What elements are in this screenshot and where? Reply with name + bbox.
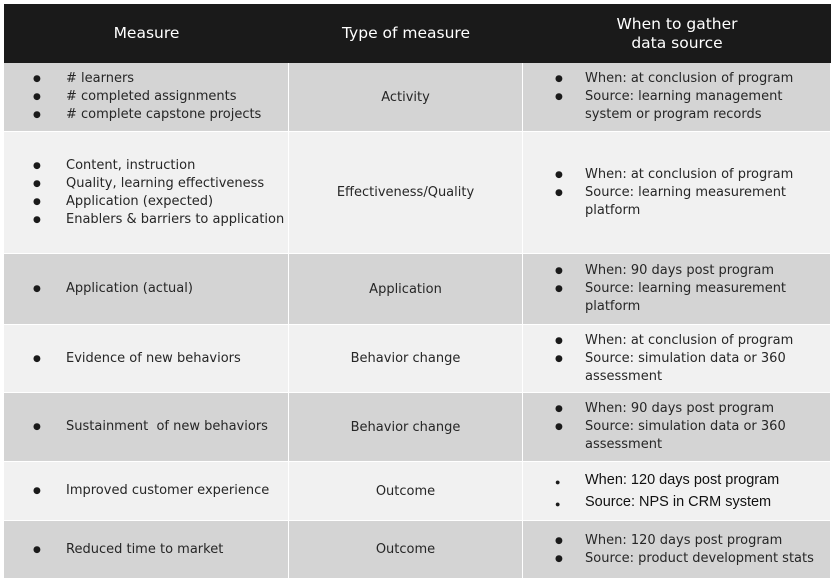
source-item: ● Source: learning measurement platform: [585, 280, 822, 316]
measure-item: ● Application (actual): [66, 280, 193, 298]
when-item: ● When: at conclusion of program: [585, 70, 822, 88]
when-item: ● When: at conclusion of program: [585, 332, 822, 350]
type-cell: Application: [289, 254, 523, 325]
source-item: ● Source: learning management system or program records: [585, 88, 822, 124]
when-item: ● When: 90 days post program: [585, 262, 822, 280]
type-cell: Outcome: [289, 521, 523, 579]
measure-cell: [4, 132, 289, 254]
header-when-to-gather: [523, 4, 831, 63]
measure-item: ● # learners: [66, 70, 261, 88]
when-cell: [523, 325, 831, 393]
type-cell: Behavior change: [289, 325, 523, 393]
measure-item: ● Evidence of new behaviors: [66, 350, 241, 368]
source-item: ● Source: learning measurement platform: [585, 184, 822, 220]
source-item: ● Source: simulation data or 360 assessment: [585, 350, 822, 386]
when-item: ● When: 120 days post program: [585, 469, 779, 491]
header-when-line1: When to gather: [616, 14, 738, 33]
when-cell: [523, 462, 831, 521]
source-item: ● Source: product development stats: [585, 550, 814, 568]
measure-item: ● Sustainment of new behaviors: [66, 418, 268, 436]
measure-cell: [4, 63, 289, 132]
measure-item: ● # complete capstone projects: [66, 106, 261, 124]
source-item: ● Source: NPS in CRM system: [585, 491, 779, 513]
when-item: ● When: at conclusion of program: [585, 166, 822, 184]
when-cell: [523, 393, 831, 462]
type-cell: Effectiveness/Quality: [289, 132, 523, 254]
type-cell: Activity: [289, 63, 523, 132]
measure-item: ● Quality, learning effectiveness: [66, 175, 284, 193]
when-cell: [523, 132, 831, 254]
when-cell: [523, 254, 831, 325]
measurement-table: [4, 4, 831, 580]
measure-cell: [4, 254, 289, 325]
measure-item: ● Application (expected): [66, 193, 284, 211]
type-cell: Outcome: [289, 462, 523, 521]
measure-cell: [4, 393, 289, 462]
measure-item: ● Enablers & barriers to application: [66, 211, 284, 229]
measure-cell: [4, 462, 289, 521]
when-cell: [523, 521, 831, 579]
measure-item: ● # completed assignments: [66, 88, 261, 106]
when-cell: [523, 63, 831, 132]
header-measure: Measure: [4, 4, 289, 63]
header-when-line2: data source: [631, 33, 723, 52]
measure-cell: [4, 325, 289, 393]
measure-cell: [4, 521, 289, 579]
type-cell: Behavior change: [289, 393, 523, 462]
source-item: ● Source: simulation data or 360 assessment: [585, 418, 822, 454]
measure-item: ● Reduced time to market: [66, 541, 223, 559]
measure-item: ● Improved customer experience: [66, 482, 269, 500]
header-type-of-measure: Type of measure: [289, 4, 523, 63]
measure-item: ● Content, instruction: [66, 157, 284, 175]
when-item: ● When: 120 days post program: [585, 532, 814, 550]
when-item: ● When: 90 days post program: [585, 400, 822, 418]
